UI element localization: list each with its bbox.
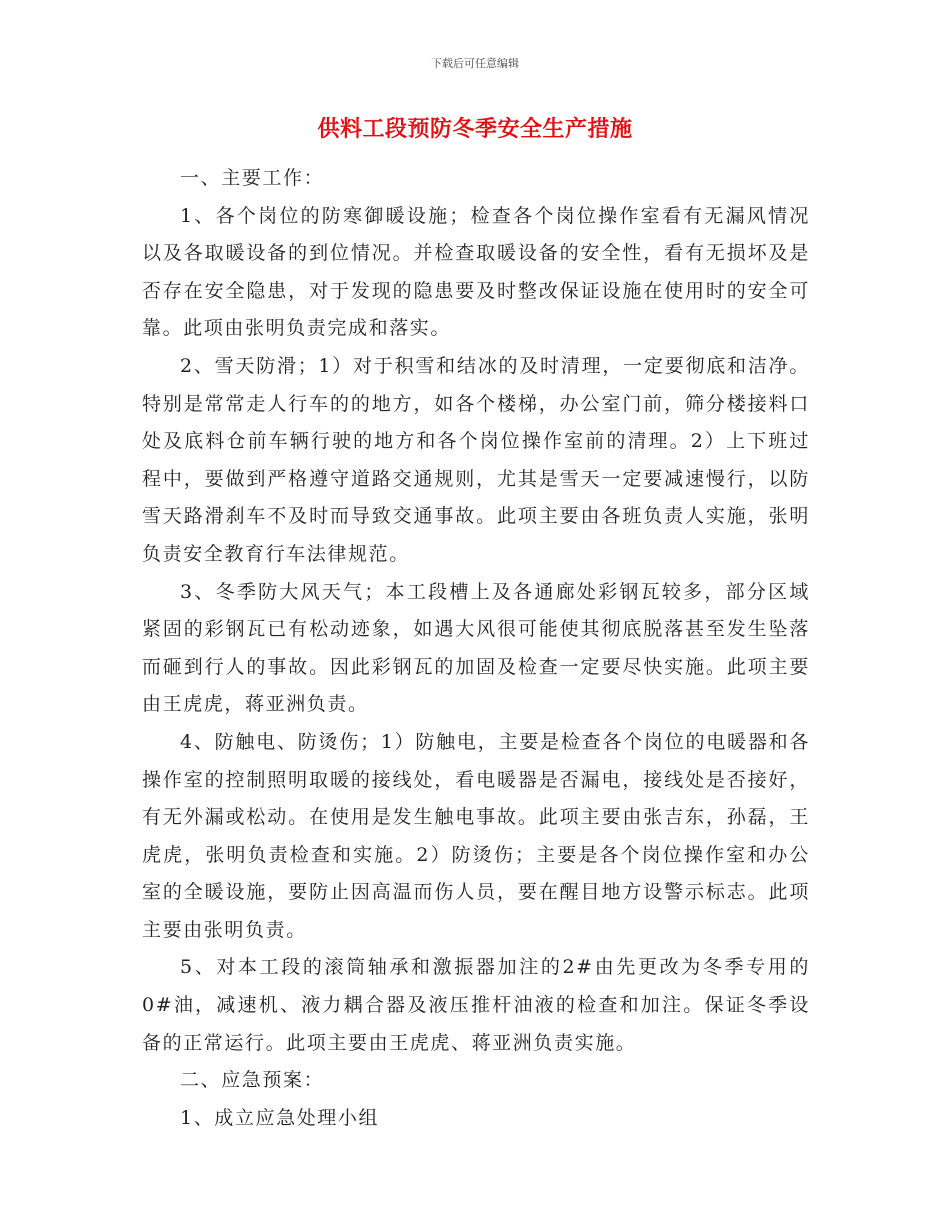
paragraph-item-2: 2、雪天防滑；1）对于积雪和结冰的及时清理，一定要彻底和洁净。特别是常常走人行车的的地方，如各个楼梯，办公室门前，筛分楼接料口处及底料仓前车辆行驶的地方和各个岗位操作室前的清理。2）上下班过程中，要做到严格遵守道路交通规则，尤其是雪天一定要减速慢行，以防雪天路滑刹车不及时而导致交通事故。此项主要由各班负责人实施，张明负责安全教育行车法律规范。 xyxy=(142,354,810,565)
paragraph-item-1: 1、各个岗位的防寒御暖设施；检查各个岗位操作室看有无漏风情况以及各取暖设备的到位情况。并检查取暖设备的安全性，看有无损坏及是否存在安全隐患，对于发现的隐患要及时整改保证设施在使用时的安全可靠。此项由张明负责完成和落实。 xyxy=(142,204,810,340)
document-body xyxy=(142,160,810,1137)
section-heading-main-work: 一、主要工作： xyxy=(180,167,325,189)
section-heading-emergency-plan: 二、应急预案： xyxy=(180,1069,325,1092)
paragraph-emergency-item-1: 1、成立应急处理小组 xyxy=(180,1106,380,1129)
page-header-note: 下载后可任意编辑 xyxy=(431,57,519,70)
document-title: 供料工段预防冬季安全生产措施 xyxy=(317,116,633,142)
paragraph-item-4: 4、防触电、防烫伤；1）防触电，主要是检查各个岗位的电暖器和各操作室的控制照明取暖的接线处，看电暖器是否漏电，接线处是否接好，有无外漏或松动。在使用是发生触电事故。此项主要由张吉东，孙磊，王虎虎，张明负责检查和实施。2）防烫伤；主要是各个岗位操作室和办公室的全暖设施，要防止因高温而伤人员，要在醒目地方设警示标志。此项主要由张明负责。 xyxy=(142,730,810,941)
paragraph-item-3: 3、冬季防大风天气；本工段槽上及各通廊处彩钢瓦较多，部分区域紧固的彩钢瓦已有松动迹象，如遇大风很可能使其彻底脱落甚至发生坠落而砸到行人的事故。因此彩钢瓦的加固及检查一定要尽快实施。此项主要由王虎虎，蒋亚洲负责。 xyxy=(142,580,810,716)
paragraph-item-5: 5、对本工段的滚筒轴承和激振器加注的2#由先更改为冬季专用的0#油，减速机、液力耦合器及液压推杆油液的检查和加注。保证冬季设备的正常运行。此项主要由王虎虎、蒋亚洲负责实施。 xyxy=(142,956,810,1054)
